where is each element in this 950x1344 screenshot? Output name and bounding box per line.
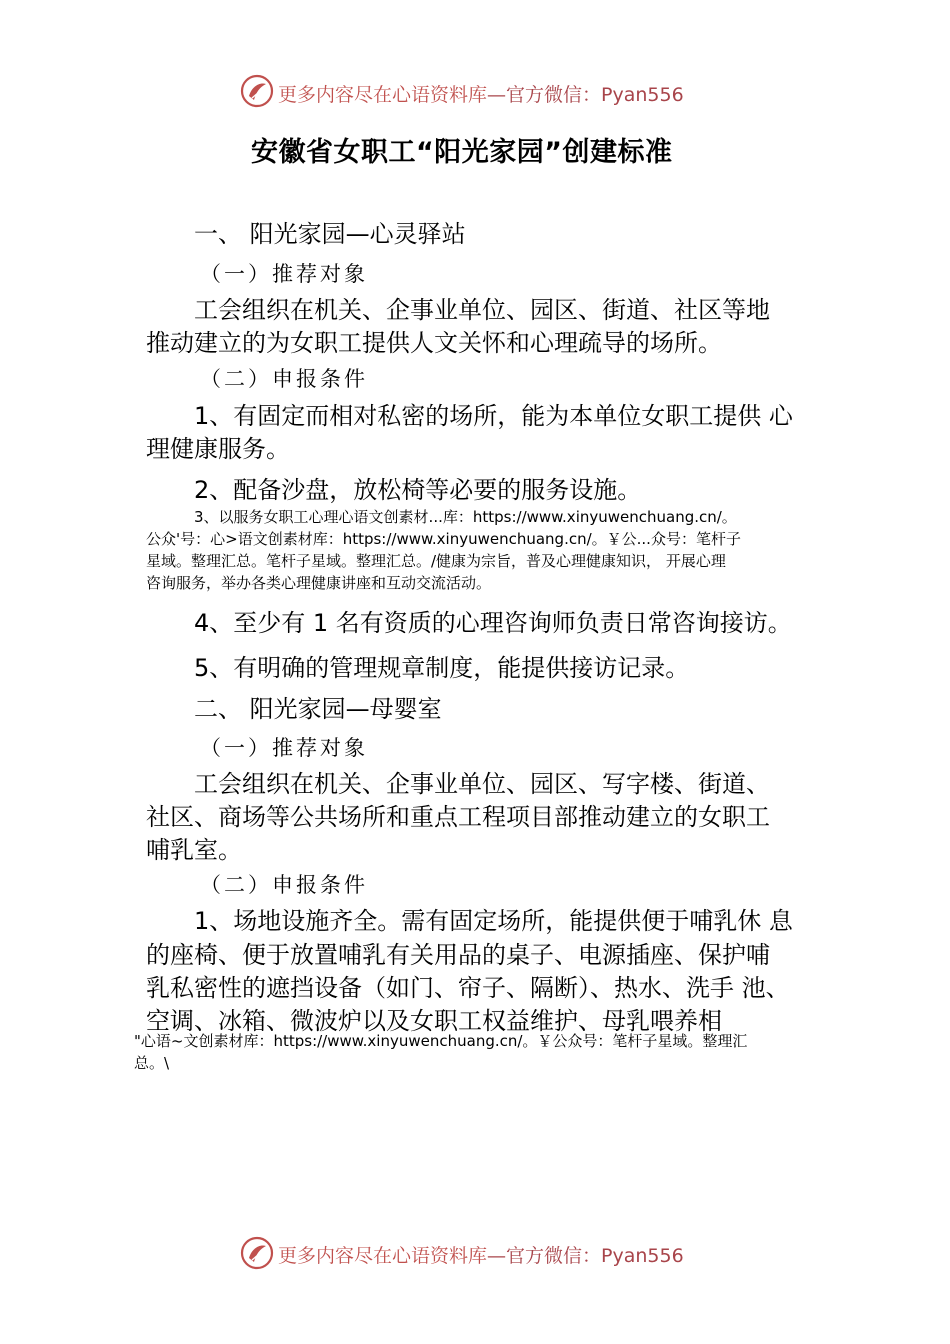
list-item: 理健康服务。 xyxy=(146,435,290,463)
paragraph-line: 推动建立的为女职工提供人文关怀和心理疏导的场所。 xyxy=(146,329,722,357)
paragraph-line: 社区、商场等公共场所和重点工程项目部推动建立的女职工 xyxy=(146,803,770,831)
list-item: 乳私密性的遮挡设备（如门、帘子、隔断）、热水、洗手 池、 xyxy=(146,974,790,1002)
watermark-text: 更多内容尽在心语资料库—官方微信：Pyan556 xyxy=(278,1245,684,1267)
list-item: 5、有明确的管理规章制度，能提供接访记录。 xyxy=(194,654,690,682)
list-item: 的座椅、便于放置哺乳有关用品的桌子、电源插座、保护哺 xyxy=(146,941,770,969)
paragraph-line: 哺乳室。 xyxy=(146,836,242,864)
list-item: 4、至少有 1 名有资质的心理咨询师负责日常咨询接访。 xyxy=(194,609,792,637)
page-title: 安徽省女职工“阳光家园”创建标准 xyxy=(251,137,673,168)
subheading-conditions-2: （二）申报条件 xyxy=(200,873,368,897)
small-text-line: 咨询服务，举办各类心理健康讲座和互动交流活动。 xyxy=(146,574,492,592)
section-heading-2: 二、 阳光家园—母婴室 xyxy=(194,695,442,723)
small-text-line: 星域。整理汇总。笔杆子星域。整理汇总。/健康为宗旨，普及心理健康知识， 开展心理 xyxy=(146,552,726,570)
brand-logo-icon xyxy=(240,74,274,108)
list-item: 空调、冰箱、微波炉以及女职工权益维护、母乳喂养相 xyxy=(146,1007,722,1035)
subheading-recommend-2: （一）推荐对象 xyxy=(200,736,368,760)
small-text-line: 总。\ xyxy=(134,1054,170,1072)
list-item: 2、配备沙盘，放松椅等必要的服务设施。 xyxy=(194,476,642,504)
watermark-text: 更多内容尽在心语资料库—官方微信：Pyan556 xyxy=(278,84,684,106)
subheading-conditions-1: （二）申报条件 xyxy=(200,367,368,391)
brand-logo-icon xyxy=(240,1236,274,1270)
list-item: 1、有固定而相对私密的场所，能为本单位女职工提供 心 xyxy=(194,402,793,430)
small-text-line: 公众'号：心>语文创素材库：https://www.xinyuwenchuang.cn/。￥公...众号：笔杆子 xyxy=(146,530,741,548)
subheading-recommend-1: （一）推荐对象 xyxy=(200,262,368,286)
list-item: 1、场地设施齐全。需有固定场所，能提供便于哺乳休 息 xyxy=(194,907,793,935)
small-text-line: "心语~文创素材库：https://www.xinyuwenchuang.cn/。￥公众号：笔杆子星域。整理汇 xyxy=(134,1032,748,1050)
small-text-line: 3、以服务女职工心理心语文创素材...库：https://www.xinyuwenchuang.cn/。 xyxy=(194,508,737,526)
paragraph-line: 工会组织在机关、企事业单位、园区、写字楼、街道、 xyxy=(194,770,770,798)
section-heading-1: 一、 阳光家园—心灵驿站 xyxy=(194,220,466,248)
paragraph-line: 工会组织在机关、企事业单位、园区、街道、社区等地 xyxy=(194,296,770,324)
